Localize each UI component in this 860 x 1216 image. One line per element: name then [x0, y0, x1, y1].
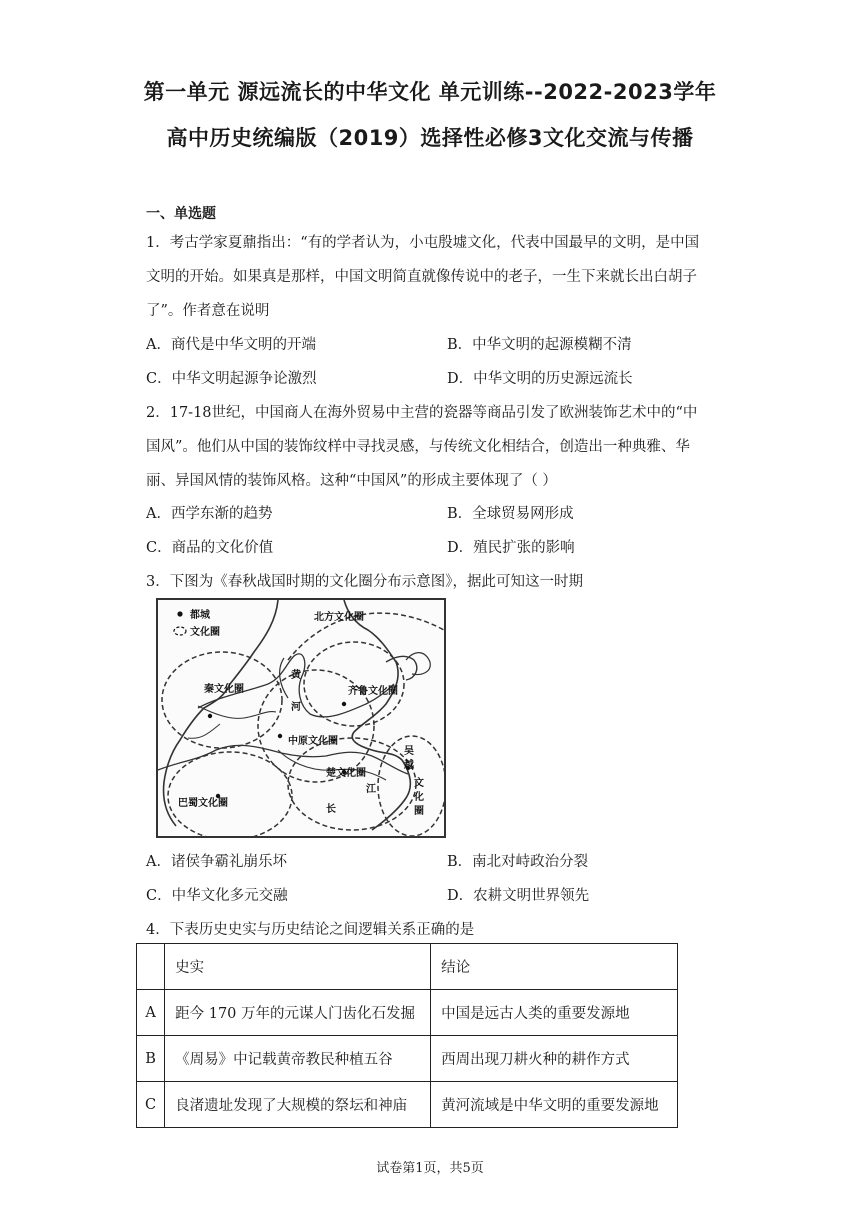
table-cell: A: [137, 990, 165, 1036]
q4-line1: 4．下表历史史实与历史结论之间逻辑关系正确的是: [146, 922, 475, 938]
label-wuyue-char5: 圈: [414, 806, 424, 817]
table-cell: C: [137, 1082, 165, 1128]
table-cell: 中国是远古人类的重要发源地: [431, 990, 678, 1036]
culture-circle-legend-marker: [174, 627, 186, 635]
table-header-row: [137, 944, 678, 990]
table-row: [137, 1036, 678, 1082]
section-heading: 一、单选题: [146, 206, 216, 222]
q2-option-a[interactable]: A．西学东渐的趋势: [146, 506, 273, 522]
q1-line3: 了”。作者意在说明: [146, 303, 270, 319]
culture-circle-map: [156, 598, 446, 838]
label-wuyue-char2: 越: [404, 760, 414, 771]
river-label-he: 河: [291, 702, 301, 713]
table-row: [137, 1082, 678, 1128]
q1-option-a[interactable]: A．商代是中华文明的开端: [146, 337, 316, 353]
capital-legend-marker: [177, 611, 182, 616]
table-header-cell: 结论: [431, 944, 678, 990]
river-label-huang: 黄: [291, 670, 301, 681]
q3-option-a[interactable]: A．诸侯争霸礼崩乐坏: [146, 854, 287, 870]
q2-option-c[interactable]: C．商品的文化价值: [146, 540, 274, 556]
q2-option-b[interactable]: B．全球贸易网形成: [447, 506, 574, 522]
legend-city-label: 都城: [190, 610, 210, 621]
q3-option-d[interactable]: D．农耕文明世界领先: [447, 888, 590, 904]
culture-circle-map-svg: [158, 600, 444, 836]
doc-title-line1: 第一单元 源远流长的中华文化 单元训练--2022-2023学年: [143, 80, 717, 104]
table-cell: 《周易》中记载黄帝教民种植五谷: [165, 1036, 431, 1082]
river-label-jiang: 江: [366, 784, 376, 795]
legend-circle-label: 文化圈: [190, 627, 220, 638]
label-qilu-circle: 齐鲁文化圈: [348, 686, 398, 697]
q1-line1: 1．考古学家夏鼐指出：“有的学者认为，小屯殷墟文化，代表中国最早的文明，是中国: [146, 235, 700, 251]
page-footer: 试卷第1页，共5页: [376, 1161, 484, 1176]
label-wuyue-char1: 吴: [404, 746, 414, 757]
table-cell: B: [137, 1036, 165, 1082]
label-bashu-circle: 巴蜀文化圈: [178, 798, 228, 809]
q2-option-d[interactable]: D．殖民扩张的影响: [447, 540, 575, 556]
doc-title-line2: 高中历史统编版（2019）选择性必修3文化交流与传播: [166, 126, 694, 150]
q4-table: [136, 943, 678, 1128]
q3-option-b[interactable]: B．南北对峙政治分裂: [447, 854, 589, 870]
table-cell: 西周出现刀耕火种的耕作方式: [431, 1036, 678, 1082]
q1-option-c[interactable]: C．中华文明起源争论激烈: [146, 371, 317, 387]
table-header-cell: 史实: [165, 944, 431, 990]
label-wuyue-char3: 文: [414, 778, 424, 789]
q2-line3: 丽、异国风情的装饰风格。这种“中国风”的形成主要体现了（ ）: [146, 473, 557, 489]
table-cell: 距今 170 万年的元谋人门齿化石发掘: [165, 990, 431, 1036]
table-header-cell: [137, 944, 165, 990]
q2-line1: 2．17-18世纪，中国商人在海外贸易中主营的瓷器等商品引发了欧洲装饰艺术中的“中: [146, 405, 698, 421]
q3-line1: 3．下图为《春秋战国时期的文化圈分布示意图》，据此可知这一时期: [146, 574, 583, 590]
label-zhongyuan-circle: 中原文化圈: [288, 736, 338, 747]
table-row: [137, 990, 678, 1036]
label-qin-circle: 秦文化圈: [204, 684, 244, 695]
q1-option-b[interactable]: B．中华文明的起源模糊不清: [447, 337, 632, 353]
q1-line2: 文明的开始。如果真是那样，中国文明简直就像传说中的老子，一生下来就长出白胡子: [146, 269, 697, 285]
label-chu-circle: 楚文化圈: [326, 768, 366, 779]
q2-line2: 国风”。他们从中国的装饰纹样中寻找灵感，与传统文化相结合，创造出一种典雅、华: [146, 439, 690, 455]
label-wuyue-char4: 化: [414, 792, 424, 803]
table-cell: 良渚遗址发现了大规模的祭坛和神庙: [165, 1082, 431, 1128]
label-north-circle: 北方文化圈: [314, 612, 364, 623]
q1-option-d[interactable]: D．中华文明的历史源远流长: [447, 371, 633, 387]
table-cell: 黄河流域是中华文明的重要发源地: [431, 1082, 678, 1128]
q3-option-c[interactable]: C．中华文化多元交融: [146, 888, 288, 904]
river-label-chang: 长: [326, 804, 336, 815]
